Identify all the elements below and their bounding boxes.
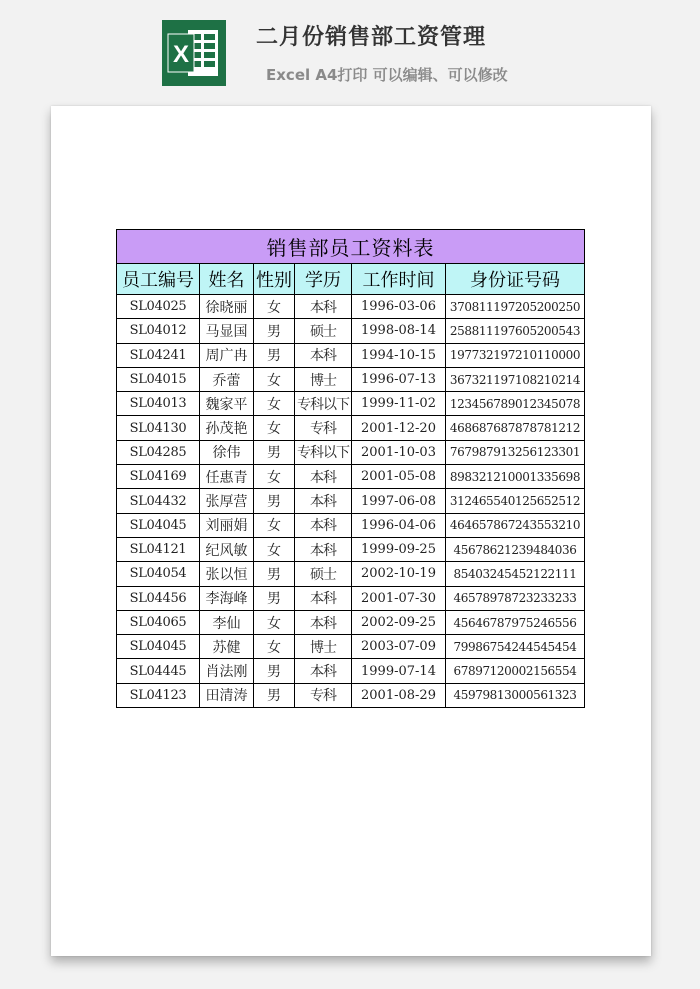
cell-employee-id[interactable]: SL04456 [117, 586, 200, 610]
cell-education[interactable]: 博士 [295, 367, 352, 391]
cell-education[interactable]: 专科 [295, 683, 352, 707]
cell-id-number[interactable]: 67897120002156554 [446, 659, 585, 683]
cell-gender[interactable]: 女 [254, 295, 295, 319]
cell-education[interactable]: 专科以下 [295, 392, 352, 416]
table-row [117, 586, 585, 610]
cell-gender[interactable]: 男 [254, 659, 295, 683]
cell-education[interactable]: 硕士 [295, 319, 352, 343]
cell-gender[interactable]: 女 [254, 465, 295, 489]
cell-name[interactable]: 任惠青 [200, 465, 254, 489]
cell-education[interactable]: 本科 [295, 489, 352, 513]
cell-start-date[interactable]: 2001-08-29 [352, 683, 446, 707]
cell-name[interactable]: 马显国 [200, 319, 254, 343]
cell-employee-id[interactable]: SL04130 [117, 416, 200, 440]
cell-name[interactable]: 徐伟 [200, 440, 254, 464]
cell-id-number[interactable]: 197732197210110000 [446, 343, 585, 367]
cell-start-date[interactable]: 2001-10-03 [352, 440, 446, 464]
cell-name[interactable]: 肖法刚 [200, 659, 254, 683]
cell-name[interactable]: 苏健 [200, 635, 254, 659]
table-row [117, 635, 585, 659]
cell-gender[interactable]: 女 [254, 367, 295, 391]
cell-name[interactable]: 张以恒 [200, 562, 254, 586]
table-row [117, 683, 585, 707]
cell-name[interactable]: 张厚营 [200, 489, 254, 513]
cell-gender[interactable]: 女 [254, 513, 295, 537]
cell-id-number[interactable]: 79986754244545454 [446, 635, 585, 659]
table-row [117, 367, 585, 391]
table-row [117, 343, 585, 367]
cell-employee-id[interactable]: SL04432 [117, 489, 200, 513]
cell-start-date[interactable]: 1999-11-02 [352, 392, 446, 416]
cell-employee-id[interactable]: SL04012 [117, 319, 200, 343]
cell-gender[interactable]: 男 [254, 586, 295, 610]
column-header-name: 姓名 [200, 264, 254, 295]
cell-name[interactable]: 孙茂艳 [200, 416, 254, 440]
table-row [117, 659, 585, 683]
cell-id-number[interactable]: 468687687878781212 [446, 416, 585, 440]
column-header-id-number: 身份证号码 [446, 264, 585, 295]
cell-start-date[interactable]: 1996-03-06 [352, 295, 446, 319]
table-row [117, 392, 585, 416]
page-subtitle: Excel A4打印 可以编辑、可以修改 [266, 66, 508, 84]
table-row [117, 562, 585, 586]
cell-employee-id[interactable]: SL04025 [117, 295, 200, 319]
cell-start-date[interactable]: 2002-10-19 [352, 562, 446, 586]
page-header [0, 0, 700, 100]
cell-employee-id[interactable]: SL04241 [117, 343, 200, 367]
cell-education[interactable]: 本科 [295, 610, 352, 634]
table-row [117, 416, 585, 440]
cell-id-number[interactable]: 464657867243553210 [446, 513, 585, 537]
cell-employee-id[interactable]: SL04015 [117, 367, 200, 391]
cell-education[interactable]: 硕士 [295, 562, 352, 586]
cell-gender[interactable]: 男 [254, 319, 295, 343]
table-row [117, 440, 585, 464]
cell-name[interactable]: 周广冉 [200, 343, 254, 367]
cell-id-number[interactable]: 367321197108210214 [446, 367, 585, 391]
cell-gender[interactable]: 女 [254, 392, 295, 416]
cell-education[interactable]: 专科 [295, 416, 352, 440]
cell-gender[interactable]: 男 [254, 562, 295, 586]
cell-id-number[interactable]: 46578978723233233 [446, 586, 585, 610]
table-row [117, 489, 585, 513]
table-row [117, 295, 585, 319]
cell-education[interactable]: 本科 [295, 343, 352, 367]
cell-start-date[interactable]: 2002-09-25 [352, 610, 446, 634]
table-row [117, 537, 585, 561]
cell-id-number[interactable]: 898321210001335698 [446, 465, 585, 489]
cell-education[interactable]: 本科 [295, 537, 352, 561]
cell-id-number[interactable]: 370811197205200250 [446, 295, 585, 319]
column-header-education: 学历 [295, 264, 352, 295]
cell-education[interactable]: 本科 [295, 513, 352, 537]
cell-education[interactable]: 博士 [295, 635, 352, 659]
cell-id-number[interactable]: 45646787975246556 [446, 610, 585, 634]
cell-employee-id[interactable]: SL04013 [117, 392, 200, 416]
cell-education[interactable]: 本科 [295, 295, 352, 319]
cell-id-number[interactable]: 45979813000561323 [446, 683, 585, 707]
cell-id-number[interactable]: 258811197605200543 [446, 319, 585, 343]
column-header-gender: 性别 [254, 264, 295, 295]
cell-start-date[interactable]: 1999-09-25 [352, 537, 446, 561]
cell-name[interactable]: 魏家平 [200, 392, 254, 416]
cell-start-date[interactable]: 1999-07-14 [352, 659, 446, 683]
cell-id-number[interactable]: 45678621239484036 [446, 537, 585, 561]
cell-employee-id[interactable]: SL04445 [117, 659, 200, 683]
cell-gender[interactable]: 女 [254, 635, 295, 659]
cell-start-date[interactable]: 1998-08-14 [352, 319, 446, 343]
svg-text:X: X [172, 41, 190, 68]
cell-employee-id[interactable]: SL04123 [117, 683, 200, 707]
cell-name[interactable]: 刘丽娟 [200, 513, 254, 537]
cell-employee-id[interactable]: SL04121 [117, 537, 200, 561]
cell-name[interactable]: 李海峰 [200, 586, 254, 610]
cell-id-number[interactable]: 123456789012345078 [446, 392, 585, 416]
table-row [117, 610, 585, 634]
cell-name[interactable]: 徐晓丽 [200, 295, 254, 319]
table-body [117, 295, 585, 708]
cell-gender[interactable]: 男 [254, 489, 295, 513]
cell-employee-id[interactable]: SL04285 [117, 440, 200, 464]
column-header-start-date: 工作时间 [352, 264, 446, 295]
excel-icon [162, 20, 226, 86]
cell-start-date[interactable]: 2001-07-30 [352, 586, 446, 610]
cell-name[interactable]: 乔蕾 [200, 367, 254, 391]
cell-employee-id[interactable]: SL04169 [117, 465, 200, 489]
cell-start-date[interactable]: 1996-04-06 [352, 513, 446, 537]
cell-gender[interactable]: 男 [254, 683, 295, 707]
cell-name[interactable]: 纪风敏 [200, 537, 254, 561]
cell-employee-id[interactable]: SL04065 [117, 610, 200, 634]
cell-gender[interactable]: 男 [254, 440, 295, 464]
table-row [117, 465, 585, 489]
cell-start-date[interactable]: 2001-05-08 [352, 465, 446, 489]
cell-education[interactable]: 本科 [295, 465, 352, 489]
cell-education[interactable]: 专科以下 [295, 440, 352, 464]
cell-start-date[interactable]: 1996-07-13 [352, 367, 446, 391]
cell-employee-id[interactable]: SL04045 [117, 635, 200, 659]
cell-education[interactable]: 本科 [295, 586, 352, 610]
page-title: 二月份销售部工资管理 [256, 25, 487, 50]
cell-gender[interactable]: 女 [254, 610, 295, 634]
cell-name[interactable]: 田清涛 [200, 683, 254, 707]
employee-table [116, 229, 585, 708]
column-header-employee-id: 员工编号 [117, 264, 200, 295]
cell-education[interactable]: 本科 [295, 659, 352, 683]
cell-id-number[interactable]: 767987913256123301 [446, 440, 585, 464]
cell-start-date[interactable]: 2001-12-20 [352, 416, 446, 440]
cell-id-number[interactable]: 312465540125652512 [446, 489, 585, 513]
cell-gender[interactable]: 女 [254, 416, 295, 440]
cell-id-number[interactable]: 85403245452122111 [446, 562, 585, 586]
cell-start-date[interactable]: 1994-10-15 [352, 343, 446, 367]
cell-employee-id[interactable]: SL04045 [117, 513, 200, 537]
table-row [117, 319, 585, 343]
cell-start-date[interactable]: 1997-06-08 [352, 489, 446, 513]
cell-gender[interactable]: 女 [254, 537, 295, 561]
table-row [117, 513, 585, 537]
cell-name[interactable]: 李仙 [200, 610, 254, 634]
cell-gender[interactable]: 男 [254, 343, 295, 367]
cell-employee-id[interactable]: SL04054 [117, 562, 200, 586]
table-title: 销售部员工资料表 [117, 230, 585, 264]
table-header-row [117, 264, 585, 295]
cell-start-date[interactable]: 2003-07-09 [352, 635, 446, 659]
